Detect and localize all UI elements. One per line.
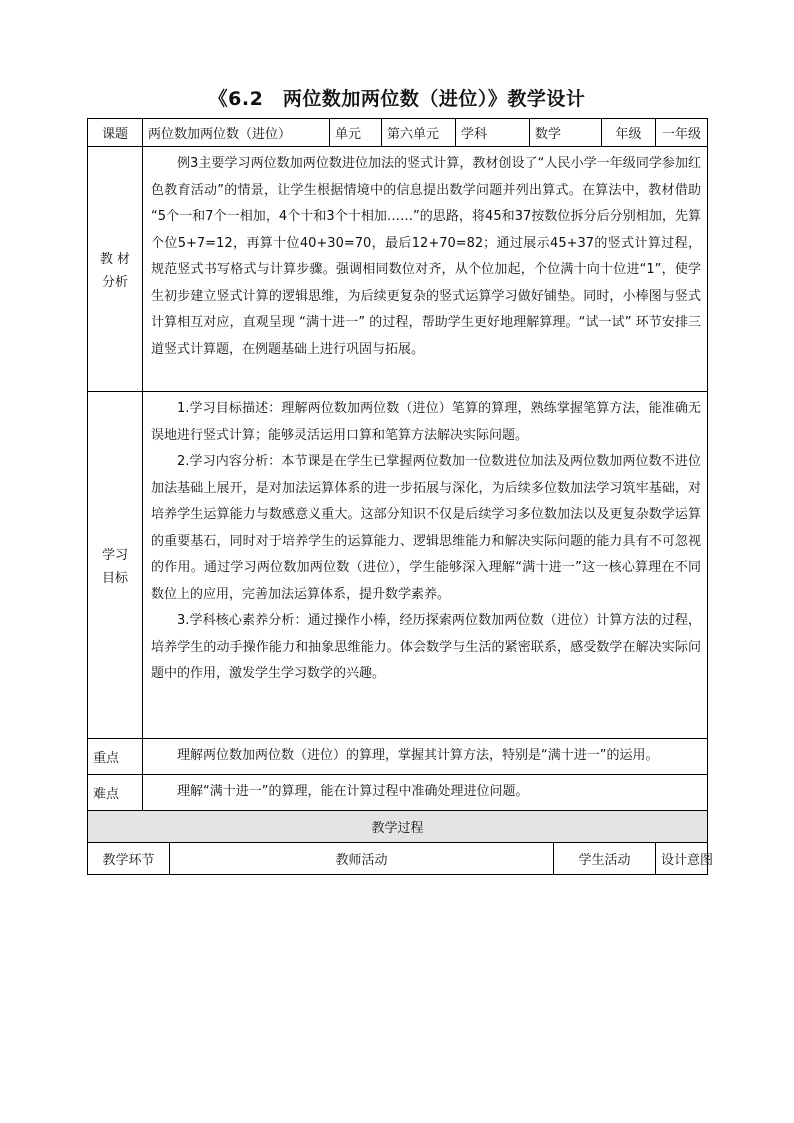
difficulty-text: 理解“满十进一”的算理，能在计算过程中准确处理进位问题。 — [177, 784, 529, 800]
objectives-label — [88, 392, 143, 739]
analysis-row — [88, 147, 708, 392]
objective-paragraph-2: 2.学习内容分析：本节课是在学生已掌握两位数加一位数进位加法及两位数加两位数不进位加法基础上展开，是对加法运算体系的进一步拓展与深化，为后续多位数加法学习筑牢基础，对培养学生运算能力与数感意义重大。这部分知识不仅是后续学习多位数加法以及更复杂数学运算的重要基石，同时对于培养学生的运算能力、逻辑思维能力和解决实际问题的能力具有不可忽视的作用。通过学习两位数加两位数（进位），学生能够深入理解“满十进一”这一核心算理在不同数位上的应用，完善加法运算体系，提升数学素养。 — [151, 454, 702, 602]
process-title-row — [88, 811, 708, 843]
process-title: 教学过程 — [88, 811, 708, 843]
key-point-label: 重点 — [88, 739, 143, 775]
objectives-label-line1: 学习 — [101, 548, 128, 563]
document-title: 《6.2 两位数加两位数（进位）》教学设计 — [208, 88, 586, 110]
process-header-row — [88, 843, 708, 875]
lesson-plan-table — [87, 118, 714, 875]
unit-value: 第六单元 — [382, 119, 456, 147]
analysis-label — [88, 147, 143, 392]
objective-paragraph-1: 1.学习目标描述：理解两位数加两位数（进位）笔算的算理，熟练掌握笔算方法，能准确无误地进行竖式计算；能够灵活运用口算和笔算方法解决实际问题。 — [151, 401, 702, 443]
col-stage: 教学环节 — [88, 843, 170, 875]
objectives-label-line2: 目标 — [101, 571, 128, 586]
col-intent: 设计意图 — [656, 843, 708, 875]
analysis-label-line2: 分析 — [101, 275, 128, 290]
col-student: 学生活动 — [554, 843, 656, 875]
objective-paragraph-3: 3.学科核心素养分析：通过操作小棒，经历探索两位数加两位数（进位）计算方法的过程，培养学生的动手操作能力和抽象思维能力。体会数学与生活的紧密联系，感受数学在解决实际问题中的作用，激发学生学习数学的兴趣。 — [151, 613, 702, 681]
objectives-row — [88, 392, 708, 739]
unit-label: 单元 — [330, 119, 382, 147]
header-row — [88, 119, 708, 147]
key-point-text: 理解两位数加两位数（进位）的算理，掌握其计算方法，特别是“满十进一”的运用。 — [177, 748, 659, 764]
analysis-label-line1: 教 材 — [99, 252, 131, 267]
objectives-content — [143, 392, 708, 739]
difficulty-label: 难点 — [88, 775, 143, 811]
analysis-paragraph: 例3主要学习两位数加两位数进位加法的竖式计算，教材创设了“人民小学一年级同学参加红色教育活动”的情景，让学生根据情境中的信息提出数学问题并列出算式。在算法中，教材借助 “5个一和7个一相加，4个十和3个十相加……”的思路，将45和37按数位拆分后分别相加，先算个位5+7=12，再算十位40+30=70，最后12+70=82；通过展示45+37的竖式计算过程，规范竖式书写格式与计算步骤。强调相同数位对齐，从个位加起，个位满十向十位进“1”，使学生初步建立竖式计算的逻辑思维，为后续更复杂的竖式运算学习做好铺垫。同时，小棒图与竖式计算相互对应，直观呈现 “满十进一” 的过程，帮助学生更好地理解算理。“试一试” 环节安排三道竖式计算题，在例题基础上进行巩固与拓展。 — [151, 156, 702, 357]
subject-value: 数学 — [530, 119, 602, 147]
topic-label: 课题 — [88, 119, 143, 147]
col-teacher: 教师活动 — [170, 843, 554, 875]
key-point-content — [143, 739, 708, 775]
grade-value: 一年级 — [656, 119, 708, 147]
topic-value: 两位数加两位数（进位） — [143, 119, 330, 147]
subject-label: 学科 — [456, 119, 530, 147]
difficulty-content — [143, 775, 708, 811]
grade-label: 年级 — [602, 119, 656, 147]
key-point-row — [88, 739, 708, 775]
analysis-content — [143, 147, 708, 392]
difficulty-row — [88, 775, 708, 811]
